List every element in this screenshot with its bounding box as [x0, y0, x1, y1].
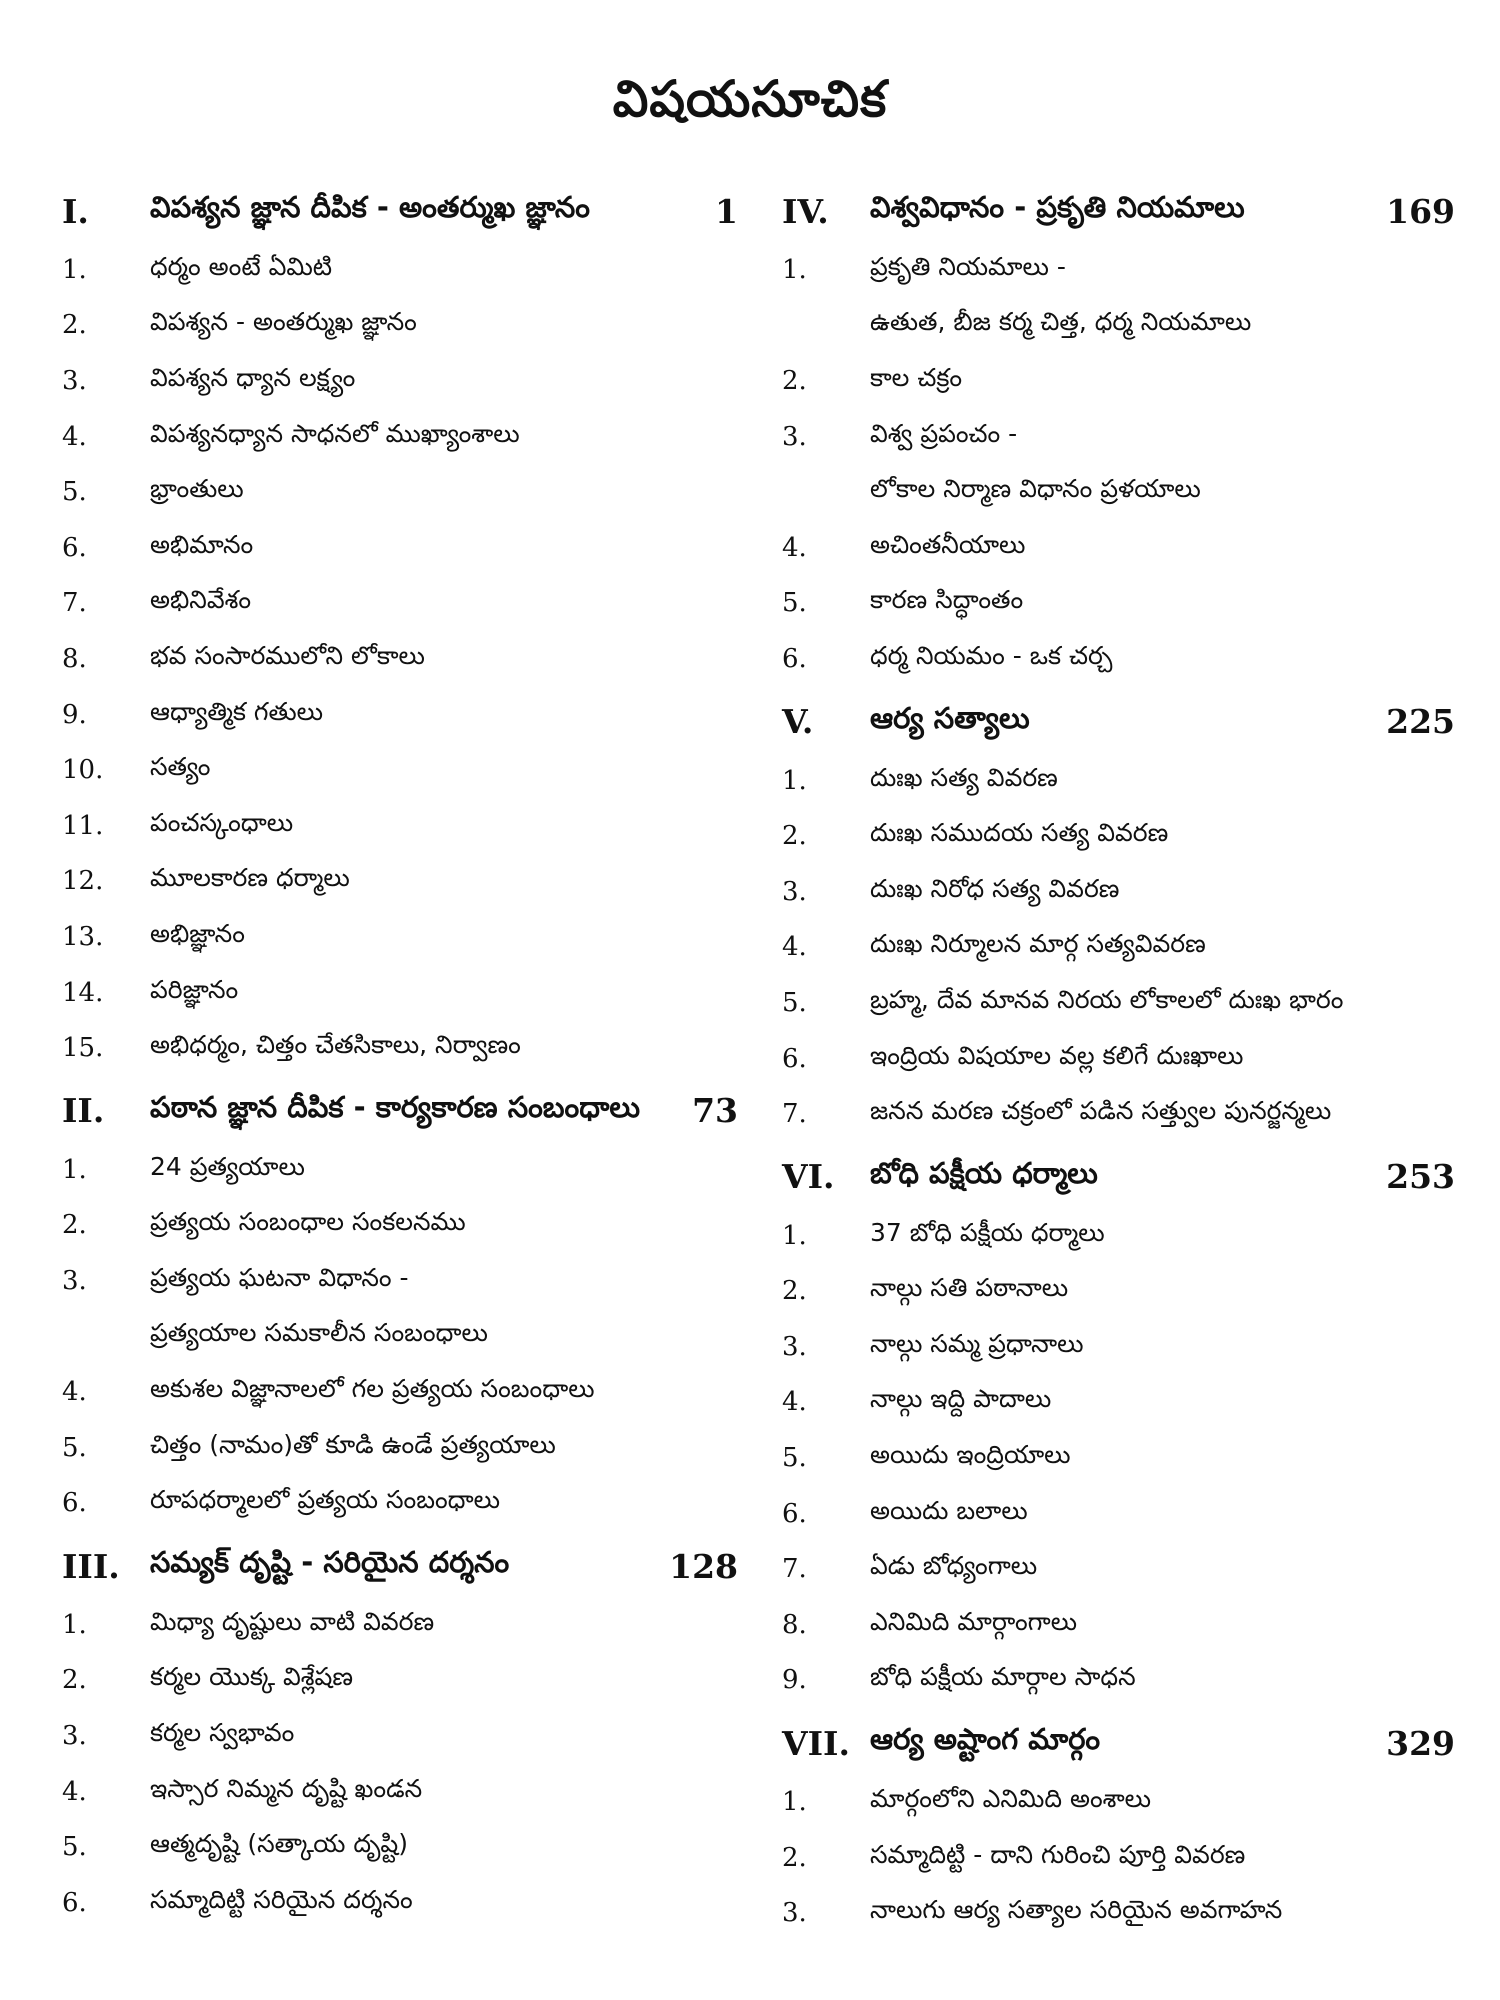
toc-entry: [62, 409, 738, 465]
toc-entry: [62, 742, 738, 798]
entry-label: ధర్మ నియమం - ఒక చర్చ: [870, 640, 1113, 670]
section-number: IV.: [782, 191, 829, 231]
toc-entry: [782, 920, 1455, 976]
toc-entry: [62, 1875, 738, 1931]
entry-number: 3.: [62, 1265, 87, 1296]
entry-label: నాల్గు సతి పఠానాలు: [870, 1273, 1069, 1303]
entry-number: 2.: [62, 1665, 87, 1696]
entry-label: ఇంద్రియ విషయాల వల్ల కలిగే దుఃఖాలు: [870, 1040, 1244, 1070]
entry-label: ధర్మం అంటే ఏమిటి: [150, 251, 333, 281]
toc-entry: [782, 1208, 1455, 1264]
toc-entry: [782, 1653, 1455, 1709]
toc-entry: [782, 1774, 1455, 1830]
entry-label: నాల్గు సమ్మ ప్రధానాలు: [870, 1328, 1084, 1358]
entry-number: 5.: [782, 588, 807, 619]
toc-entry: [782, 1319, 1455, 1375]
entry-number: 2.: [62, 1210, 87, 1241]
entry-label: పరిజ్ఞానం: [150, 974, 239, 1004]
entry-label: విపశ్యన - అంతర్ముఖ జ్ఞానం: [150, 307, 417, 337]
toc-entry: [62, 1142, 738, 1198]
section-number: V.: [782, 702, 814, 742]
toc-entry: [62, 298, 738, 354]
entry-label: విశ్వ ప్రపంచం -: [870, 418, 1018, 448]
entry-number: 3.: [782, 1898, 807, 1929]
entry-number: 12.: [62, 866, 104, 897]
section-title: విపశ్యన జ్ఞాన దీపిక - అంతర్ముఖ జ్ఞానం: [150, 190, 590, 224]
toc-left-column: [62, 176, 738, 1931]
toc-entry: [782, 631, 1455, 687]
entry-label: సత్యం: [150, 752, 211, 782]
section-title: విశ్వవిధానం - ప్రకృతి నియమాలు: [870, 190, 1245, 224]
entry-label: అభినివేశం: [150, 585, 252, 615]
entry-number: 10.: [62, 755, 104, 786]
toc-entry: [782, 1486, 1455, 1542]
entry-label: నాల్గు ఇద్ది పాదాలు: [870, 1384, 1052, 1414]
toc-entry: [62, 1364, 738, 1420]
entry-label: అభిధర్మం, చిత్తం చేతసికాలు, నిర్వాణం: [150, 1030, 521, 1060]
toc-entry: [782, 1375, 1455, 1431]
toc-entry: [62, 687, 738, 743]
section-page-number: 128: [669, 1546, 738, 1586]
entry-number: 14.: [62, 977, 104, 1008]
entry-label: దుఃఖ నిర్మూలన మార్గ సత్యవివరణ: [870, 929, 1206, 959]
entry-number: 6.: [782, 1498, 807, 1529]
page-title: విషయసూచిక: [612, 70, 888, 128]
toc-entry: [782, 298, 1455, 354]
toc-entry: [782, 464, 1455, 520]
toc-entry: [62, 965, 738, 1021]
entry-label: ఆత్మదృష్టి (సత్కాయ దృష్టి): [150, 1829, 408, 1859]
entry-label: ఉతుత, బీజ కర్మ చిత్త, ధర్మ నియమాలు: [870, 307, 1252, 337]
entry-number: 9.: [782, 1665, 807, 1696]
toc-entry: [62, 1475, 738, 1531]
entry-label: నాలుగు ఆర్య సత్యాల సరియైన అవగాహన: [870, 1895, 1283, 1925]
toc-entry: [782, 1597, 1455, 1653]
entry-number: 1.: [782, 254, 807, 285]
entry-label: బోధి పక్షీయ మార్గాల సాధన: [870, 1662, 1136, 1692]
entry-number: 6.: [62, 532, 87, 563]
entry-label: ప్రత్యయ సంబంధాల సంకలనము: [150, 1207, 466, 1237]
section-title: సమ్యక్ దృష్టి - సరియైన దర్శనం: [150, 1545, 510, 1580]
entry-label: ఎనిమిది మార్గాంగాలు: [870, 1606, 1078, 1636]
toc-entry: [62, 464, 738, 520]
section-heading: [62, 1535, 738, 1597]
toc-entry: [62, 1253, 738, 1309]
entry-number: 3.: [782, 421, 807, 452]
entry-number: 7.: [62, 588, 87, 619]
entry-number: 7.: [782, 1554, 807, 1585]
entry-number: 5.: [62, 1832, 87, 1863]
entry-number: 4.: [782, 1387, 807, 1418]
toc-entry: [782, 1430, 1455, 1486]
entry-number: 3.: [782, 876, 807, 907]
section-title: ఆర్య అష్టాంగ మార్గం: [870, 1722, 1101, 1757]
entry-label: పంచస్కంధాలు: [150, 807, 294, 837]
section-number: I.: [62, 191, 89, 231]
entry-label: దుఃఖ సత్య వివరణ: [870, 762, 1058, 792]
entry-label: కాల చక్రం: [870, 362, 963, 392]
toc-entry: [782, 409, 1455, 465]
entry-number: 5.: [782, 1443, 807, 1474]
toc-entry: [782, 975, 1455, 1031]
entry-label: మూలకారణ ధర్మాలు: [150, 863, 350, 893]
entry-number: 5.: [62, 477, 87, 508]
entry-number: 4.: [62, 421, 87, 452]
toc-entry: [782, 1031, 1455, 1087]
entry-label: విపశ్యన ధ్యాన లక్ష్యం: [150, 362, 356, 392]
toc-entry: [62, 353, 738, 409]
entry-number: 13.: [62, 921, 104, 952]
entry-number: 8.: [62, 643, 87, 674]
entry-number: 5.: [62, 1432, 87, 1463]
toc-entry: [782, 1086, 1455, 1142]
entry-number: 6.: [62, 1887, 87, 1918]
section-page-number: 329: [1386, 1723, 1455, 1763]
entry-label: దుఃఖ నిరోధ సత్య వివరణ: [870, 873, 1120, 903]
entry-label: విపశ్యనధ్యాన సాధనలో ముఖ్యాంశాలు: [150, 418, 520, 448]
section-number: II.: [62, 1091, 105, 1131]
toc-entry: [62, 242, 738, 298]
toc-entry: [782, 520, 1455, 576]
section-heading: [62, 180, 738, 242]
toc-entry: [62, 1597, 738, 1653]
entry-label: ఆధ్యాత్మిక గతులు: [150, 696, 323, 726]
entry-label: అచింతనీయాలు: [870, 529, 1026, 559]
toc-entry: [62, 520, 738, 576]
section-number: VI.: [782, 1157, 835, 1197]
toc-entry: [62, 631, 738, 687]
toc-entry: [62, 1708, 738, 1764]
section-heading: [782, 691, 1455, 753]
entry-number: 6.: [62, 1488, 87, 1519]
toc-entry: [782, 576, 1455, 632]
toc-entry: [62, 1764, 738, 1820]
entry-label: అయిదు బలాలు: [870, 1495, 1028, 1525]
entry-label: 37 బోధి పక్షీయ ధర్మాలు: [870, 1217, 1105, 1247]
section-number: VII.: [782, 1723, 850, 1763]
entry-number: 1.: [782, 765, 807, 796]
entry-label: భ్రాంతులు: [150, 474, 244, 504]
entry-number: 2.: [782, 1842, 807, 1873]
toc-entry: [62, 798, 738, 854]
entry-number: 6.: [782, 1043, 807, 1074]
section-number: III.: [62, 1546, 120, 1586]
section-heading: [782, 1712, 1455, 1774]
entry-number: 4.: [62, 1776, 87, 1807]
entry-label: అభిజ్ఞానం: [150, 918, 245, 948]
entry-number: 1.: [62, 1609, 87, 1640]
entry-label: లోకాల నిర్మాణ విధానం ప్రళయాలు: [870, 474, 1201, 504]
section-title: పఠాన జ్ఞాన దీపిక - కార్యకారణ సంబంధాలు: [150, 1089, 640, 1124]
entry-number: 1.: [62, 254, 87, 285]
toc-entry: [782, 353, 1455, 409]
section-page-number: 253: [1386, 1157, 1455, 1197]
section-page-number: 1: [715, 191, 738, 231]
entry-number: 1.: [782, 1220, 807, 1251]
section-heading: [782, 180, 1455, 242]
entry-label: 24 ప్రత్యయాలు: [150, 1151, 305, 1181]
entry-number: 8.: [782, 1609, 807, 1640]
section-page-number: 225: [1386, 702, 1455, 742]
entry-number: 15.: [62, 1033, 104, 1064]
entry-label: రూపధర్మాలలో ప్రత్యయ సంబంధాలు: [150, 1485, 501, 1515]
entry-number: 2.: [62, 310, 87, 341]
entry-label: మిధ్యా దృష్టులు వాటి వివరణ: [150, 1606, 435, 1636]
toc-entry: [62, 854, 738, 910]
section-title: ఆర్య సత్యాలు: [870, 700, 1030, 735]
toc-entry: [782, 1885, 1455, 1941]
entry-number: 1.: [62, 1154, 87, 1185]
entry-label: ప్రకృతి నియమాలు -: [870, 251, 1066, 281]
entry-label: అయిదు ఇంద్రియాలు: [870, 1440, 1071, 1470]
entry-number: 4.: [62, 1377, 87, 1408]
entry-label: సమ్మాదిట్టి - దాని గురించి పూర్తి వివరణ: [870, 1839, 1246, 1869]
entry-label: మార్గంలోని ఎనిమిది అంశాలు: [870, 1784, 1152, 1814]
toc-entry: [782, 864, 1455, 920]
entry-label: చిత్తం (నామం)తో కూడి ఉండే ప్రత్యయాలు: [150, 1429, 556, 1459]
toc-entry: [62, 576, 738, 632]
entry-number: 3.: [782, 1331, 807, 1362]
entry-number: 3.: [62, 365, 87, 396]
entry-number: 11.: [62, 810, 104, 841]
entry-label: అకుశల విజ్ఞానాలలో గల ప్రత్యయ సంబంధాలు: [150, 1374, 595, 1404]
toc-entry: [62, 1020, 738, 1076]
entry-number: 2.: [782, 1276, 807, 1307]
toc-entry: [62, 909, 738, 965]
section-title: బోధి పక్షీయ ధర్మాలు: [870, 1155, 1098, 1190]
entry-number: 4.: [782, 532, 807, 563]
toc-entry: [62, 1309, 738, 1365]
entry-number: 2.: [782, 821, 807, 852]
entry-label: కారణ సిద్ధాంతం: [870, 585, 1024, 615]
entry-number: 5.: [782, 987, 807, 1018]
toc-entry: [782, 1830, 1455, 1886]
section-heading: [782, 1146, 1455, 1208]
section-page-number: 73: [692, 1091, 738, 1131]
toc-entry: [62, 1819, 738, 1875]
toc-entry: [62, 1198, 738, 1254]
entry-label: భవ సంసారములోని లోకాలు: [150, 640, 425, 670]
entry-number: 3.: [62, 1721, 87, 1752]
entry-label: దుఃఖ సముదయ సత్య వివరణ: [870, 818, 1169, 848]
entry-number: 2.: [782, 365, 807, 396]
entry-label: ఇస్సార నిమ్మన దృష్టి ఖండన: [150, 1773, 423, 1803]
entry-number: 7.: [782, 1099, 807, 1130]
toc-entry: [782, 753, 1455, 809]
toc-entry: [62, 1653, 738, 1709]
toc-entry: [782, 1264, 1455, 1320]
entry-label: ప్రత్యయ ఘటనా విధానం -: [150, 1262, 409, 1292]
entry-label: సమ్మాదిట్టి సరియైన దర్శనం: [150, 1884, 413, 1914]
entry-number: 6.: [782, 643, 807, 674]
entry-label: ప్రత్యయాల సమకాలీన సంబంధాలు: [150, 1318, 488, 1348]
entry-label: కర్మల యొక్క విశ్లేషణ: [150, 1662, 353, 1692]
toc-entry: [782, 242, 1455, 298]
entry-number: 4.: [782, 932, 807, 963]
section-heading: [62, 1080, 738, 1142]
entry-label: బ్రహ్మ, దేవ మానవ నిరయ లోకాలలో దుఃఖ భారం: [870, 984, 1344, 1014]
entry-label: ఏడు బోధ్యంగాలు: [870, 1551, 1038, 1581]
toc-right-column: [782, 176, 1455, 1941]
toc-entry: [782, 1541, 1455, 1597]
section-page-number: 169: [1386, 191, 1455, 231]
entry-label: అభిమానం: [150, 529, 254, 559]
toc-entry: [62, 1420, 738, 1476]
entry-label: కర్మల స్వభావం: [150, 1718, 295, 1748]
toc-entry: [782, 808, 1455, 864]
entry-number: 9.: [62, 699, 87, 730]
entry-label: జనన మరణ చక్రంలో పడిన సత్త్వుల పునర్జన్మలు: [870, 1096, 1332, 1126]
entry-number: 1.: [782, 1787, 807, 1818]
